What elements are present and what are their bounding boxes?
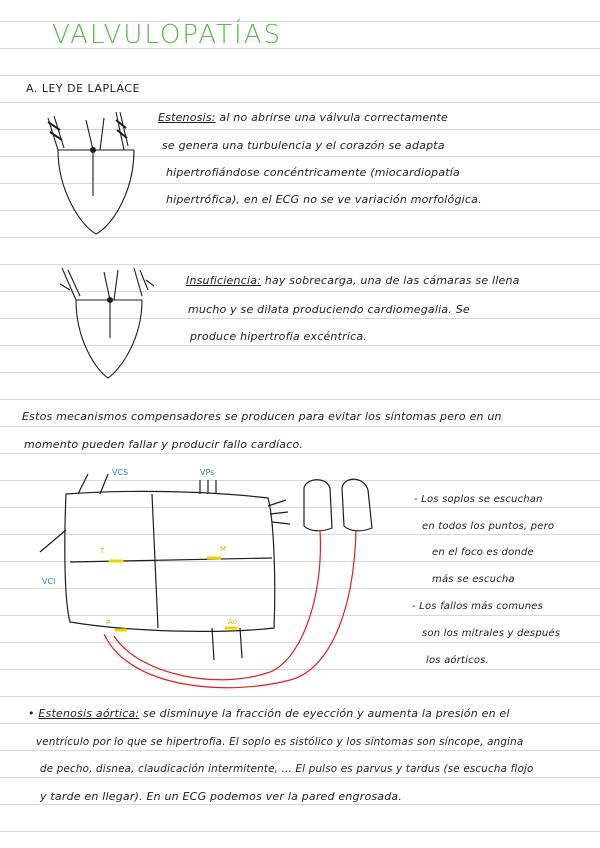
side-note-line-3: en el foco es donde <box>432 547 534 558</box>
insuficiencia-line-2: mucho y se dilata produciendo cardiomegalia. Se <box>188 303 470 316</box>
aortic-line-4: y tarde en llegar). En un ECG podemos ver la pared engrosada. <box>40 790 403 803</box>
heart-sketch-insufficiency <box>60 268 154 378</box>
side-note-line-1: - Los soplos se escuchan <box>414 494 543 505</box>
label-m: M <box>220 545 227 553</box>
label-t: T <box>100 547 105 555</box>
mechanisms-line-1: Estos mecanismos compensadores se producen para evitar los síntomas pero en un <box>22 410 502 423</box>
bullet: • <box>28 707 35 720</box>
label-vcs: VCS <box>112 468 129 477</box>
estenosis-text: al no abrirse una válvula correctamente <box>219 111 448 124</box>
label-vci: VCI <box>42 577 56 586</box>
label-ao: Ao <box>228 618 237 626</box>
insuficiencia-text: hay sobrecarga, una de las cámaras se llena <box>264 274 520 287</box>
stethoscope <box>104 479 372 687</box>
aortic-term: Estenosis aórtica: <box>38 707 140 720</box>
estenosis-line-3: hipertrofiándose concéntricamente (miocardiopatía <box>166 166 460 179</box>
section-heading: A. LEY DE LAPLACE <box>26 82 140 95</box>
label-vps: VPs <box>200 468 215 477</box>
side-note-line-5: - Los fallos más comunes <box>412 601 544 612</box>
estenosis-line-2: se genera una turbulencia y el corazón se adapta <box>162 139 445 152</box>
side-note-line-6: son los mitrales y después <box>422 628 561 639</box>
valve-markers <box>110 558 236 630</box>
insuficiencia-line-3: produce hipertrofia excéntrica. <box>190 330 367 343</box>
mechanisms-line-2: momento pueden fallar y producir fallo cardíaco. <box>24 438 304 451</box>
estenosis-term: Estenosis: <box>158 111 216 124</box>
aortic-line-2: ventrículo por lo que se hipertrofia. El soplo es sistólico y los síntomas son síncope, angina <box>36 736 524 748</box>
estenosis-line-4: hipertrófica), en el ECG no se ve variación morfológica. <box>166 193 482 206</box>
side-note-line-7: los aórticos. <box>426 655 489 666</box>
page-title: VALVULOPATÍAS <box>52 20 283 50</box>
valve-diagram <box>40 474 290 660</box>
side-note-line-4: más se escucha <box>432 574 515 585</box>
insuficiencia-term: Insuficiencia: <box>186 274 262 287</box>
aortic-text: se disminuye la fracción de eyección y aumenta la presión en el <box>143 707 510 720</box>
aortic-line-3: de pecho, disnea, claudicación intermitente, ... El pulso es parvus y tardus (se escucha flojo <box>40 763 534 775</box>
label-p: P <box>106 619 111 627</box>
heart-sketch-stenosis <box>48 112 134 234</box>
side-note-line-2: en todos los puntos, pero <box>422 521 555 532</box>
